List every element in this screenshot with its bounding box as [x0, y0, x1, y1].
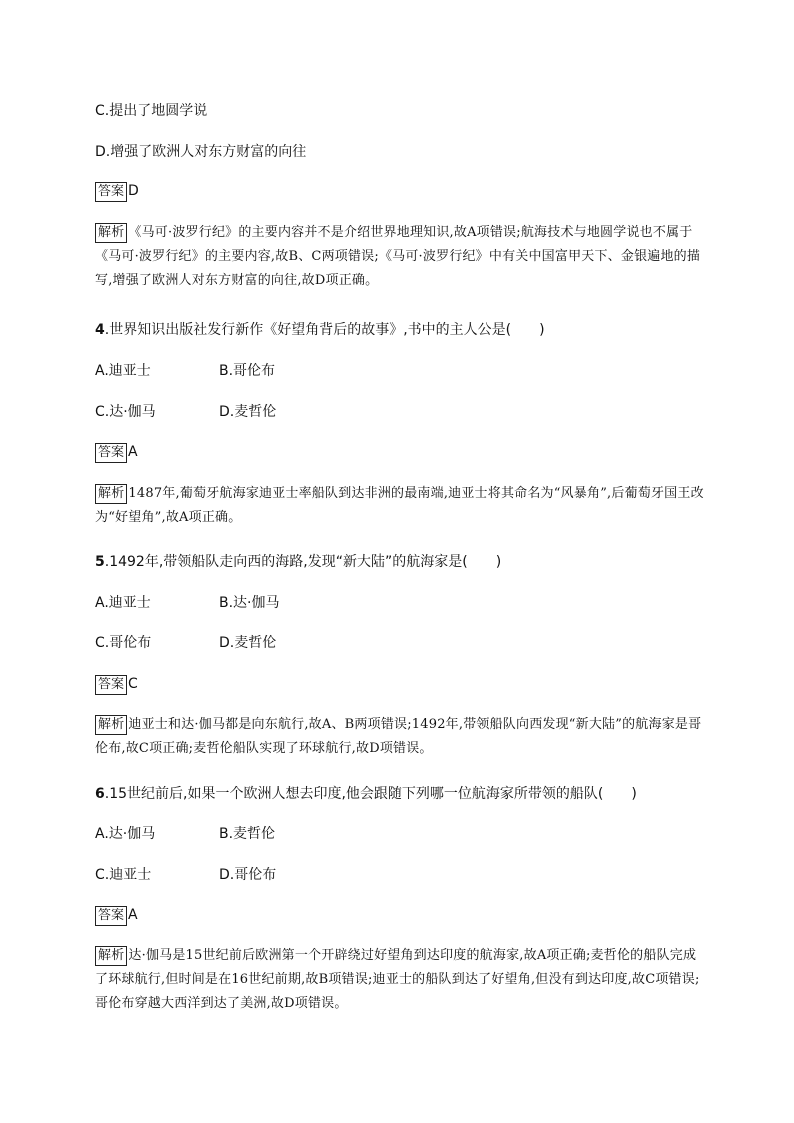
- explanation-tag: 解析: [95, 223, 127, 243]
- q4-option-c: C.达·伽马: [95, 404, 156, 420]
- explanation-tag: 解析: [95, 946, 127, 966]
- q5-explanation: [95, 713, 705, 761]
- q5-option-a: A.迪亚士: [95, 595, 151, 611]
- q5-answer-value: C: [128, 676, 138, 692]
- q6-stem: [95, 784, 637, 804]
- q3-explanation: [95, 221, 705, 293]
- answer-tag: 答案: [95, 675, 127, 695]
- q5-stem-text: .1492年,带领船队走向西的海路,发现“新大陆”的航海家是( ): [104, 554, 502, 570]
- q4-stem: [95, 320, 545, 340]
- q4-stem-text: .世界知识出版社发行新作《好望角背后的故事》,书中的主人公是( ): [104, 322, 545, 338]
- q4-number: 4: [95, 322, 105, 338]
- q5-option-b: B.达·伽马: [219, 595, 280, 611]
- q6-option-b: B.麦哲伦: [219, 826, 276, 842]
- q5-explanation-text: 迪亚士和达·伽马都是向东航行,故A、B两项错误;1492年,带领船队向西发现“新大陆”的航海家是哥伦布,故C项正确;麦哲伦船队实现了环球航行,故D项错误。: [95, 717, 702, 756]
- q5-option-c: C.哥伦布: [95, 635, 152, 651]
- explanation-tag: 解析: [95, 484, 127, 504]
- q6-answer: [95, 905, 138, 926]
- q3-option-d: D.增强了欧洲人对东方财富的向往: [95, 144, 307, 160]
- q4-option-d: D.麦哲伦: [219, 404, 277, 420]
- q5-answer: [95, 674, 138, 695]
- q6-explanation-text: 达·伽马是15世纪前后欧洲第一个开辟绕过好望角到达印度的航海家,故A项正确;麦哲伦的船队完成了环球航行,但时间是在16世纪前期,故B项错误;迪亚士的船队到达了好望角,但没有到达印度,故C项错误;哥伦布穿越大西洋到达了美洲,故D项错误。: [95, 948, 700, 1011]
- q3-explanation-text: 《马可·波罗行纪》的主要内容并不是介绍世界地理知识,故A项错误;航海技术与地圆学说也不属于《马可·波罗行纪》的主要内容,故B、C两项错误;《马可·波罗行纪》中有关中国富甲天下、金银遍地的描写,增强了欧洲人对东方财富的向往,故D项正确。: [95, 225, 701, 288]
- q4-explanation-text: 1487年,葡萄牙航海家迪亚士率船队到达非洲的最南端,迪亚士将其命名为“风暴角”,后葡萄牙国王改为“好望角”,故A项正确。: [95, 486, 704, 525]
- explanation-tag: 解析: [95, 715, 127, 735]
- answer-tag: 答案: [95, 182, 127, 202]
- q3-answer-value: D: [128, 183, 139, 199]
- q4-answer-value: A: [128, 444, 138, 460]
- q5-stem: [95, 552, 501, 572]
- q6-stem-text: .15世纪前后,如果一个欧洲人想去印度,他会跟随下列哪一位航海家所带领的船队( ): [104, 786, 637, 802]
- q5-option-d: D.麦哲伦: [219, 635, 277, 651]
- q4-option-a: A.迪亚士: [95, 363, 151, 379]
- q6-option-c: C.迪亚士: [95, 867, 152, 883]
- q6-explanation: [95, 944, 705, 1016]
- q6-option-d: D.哥伦布: [219, 867, 277, 883]
- answer-tag: 答案: [95, 906, 127, 926]
- q6-option-a: A.达·伽马: [95, 826, 156, 842]
- answer-tag: 答案: [95, 443, 127, 463]
- q5-number: 5: [95, 554, 105, 570]
- q4-explanation: [95, 482, 705, 530]
- q6-answer-value: A: [128, 907, 138, 923]
- q4-option-b: B.哥伦布: [219, 363, 276, 379]
- q4-answer: [95, 442, 138, 463]
- q3-option-c: C.提出了地圆学说: [95, 103, 208, 119]
- q3-answer: [95, 181, 139, 202]
- q6-number: 6: [95, 786, 105, 802]
